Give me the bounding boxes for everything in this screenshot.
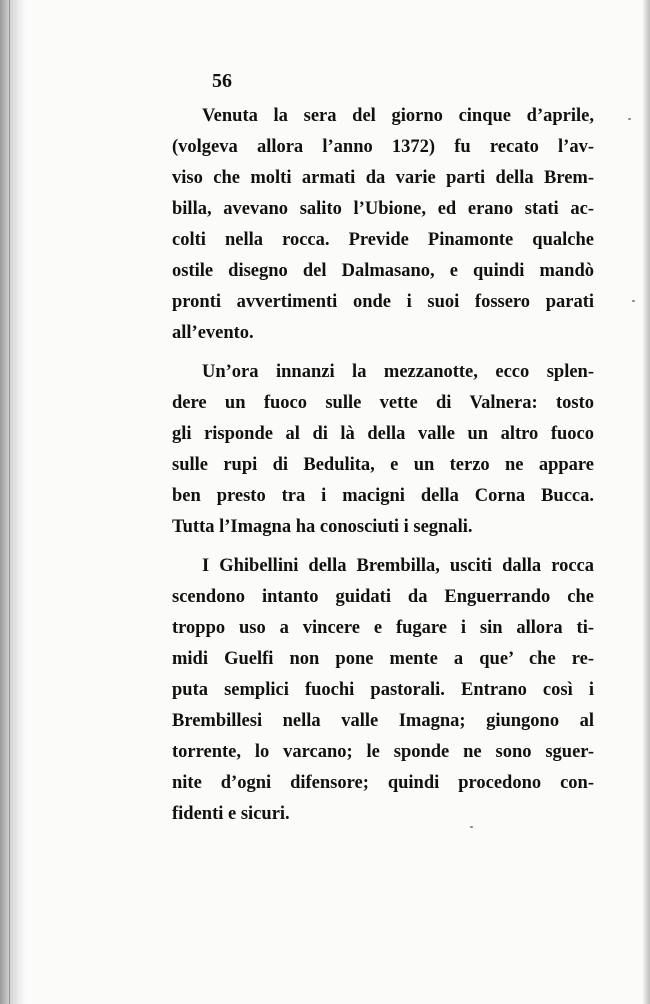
text-line: Venuta la sera del giorno cinque d’aprile, xyxy=(202,106,594,126)
text-line: (volgeva allora l’anno 1372) fu recato l’av- xyxy=(172,137,594,157)
text-line: puta semplici fuochi pastorali. Entrano così i xyxy=(172,680,594,700)
binding-edge xyxy=(9,0,10,1004)
text-line: dere un fuoco sulle vette di Valnera: tosto xyxy=(172,393,594,413)
text-line: I Ghibellini della Brembilla, usciti dalla rocca xyxy=(202,556,594,576)
body-text xyxy=(172,101,594,830)
text-line: gli risponde al di là della valle un altro fuoco xyxy=(172,424,594,444)
text-line: torrente, lo varcano; le sponde ne sono sguer- xyxy=(172,742,594,762)
text-line: ostile disegno del Dalmasano, e quindi mandò xyxy=(172,261,594,281)
text-line: sulle rupi di Bedulita, e un terzo ne appare xyxy=(172,455,594,475)
scan-speck xyxy=(628,118,631,120)
text-line: scendono intanto guidati da Enguerrando che xyxy=(172,587,594,607)
page-number: 56 xyxy=(212,70,232,92)
text-line: colti nella rocca. Previde Pinamonte qualche xyxy=(172,230,594,250)
page-edge xyxy=(642,0,650,1004)
scan-speck xyxy=(470,826,473,828)
text-line: midi Guelfi non pone mente a que’ che re- xyxy=(172,649,594,669)
scan-speck xyxy=(632,300,635,302)
text-line: all’evento. xyxy=(172,323,254,343)
text-line: troppo uso a vincere e fugare i sin allora ti- xyxy=(172,618,594,638)
text-line: Un’ora innanzi la mezzanotte, ecco splen- xyxy=(202,362,594,382)
text-line: billa, avevano salito l’Ubione, ed erano stati ac- xyxy=(172,199,594,219)
text-line: pronti avvertimenti onde i suoi fossero parati xyxy=(172,292,594,312)
text-line: nite d’ogni difensore; quindi procedono con- xyxy=(172,773,594,793)
paragraph xyxy=(172,551,594,830)
paragraph xyxy=(172,357,594,543)
text-line: Brembillesi nella valle Imagna; giungono al xyxy=(172,711,594,731)
text-line: fidenti e sicuri. xyxy=(172,804,290,824)
paragraph xyxy=(172,101,594,349)
binding-shadow xyxy=(0,0,26,1004)
text-line: Tutta l’Imagna ha conosciuti i segnali. xyxy=(172,517,473,537)
text-line: ben presto tra i macigni della Corna Bucca. xyxy=(172,486,594,506)
text-line: viso che molti armati da varie parti della Brem- xyxy=(172,168,594,188)
